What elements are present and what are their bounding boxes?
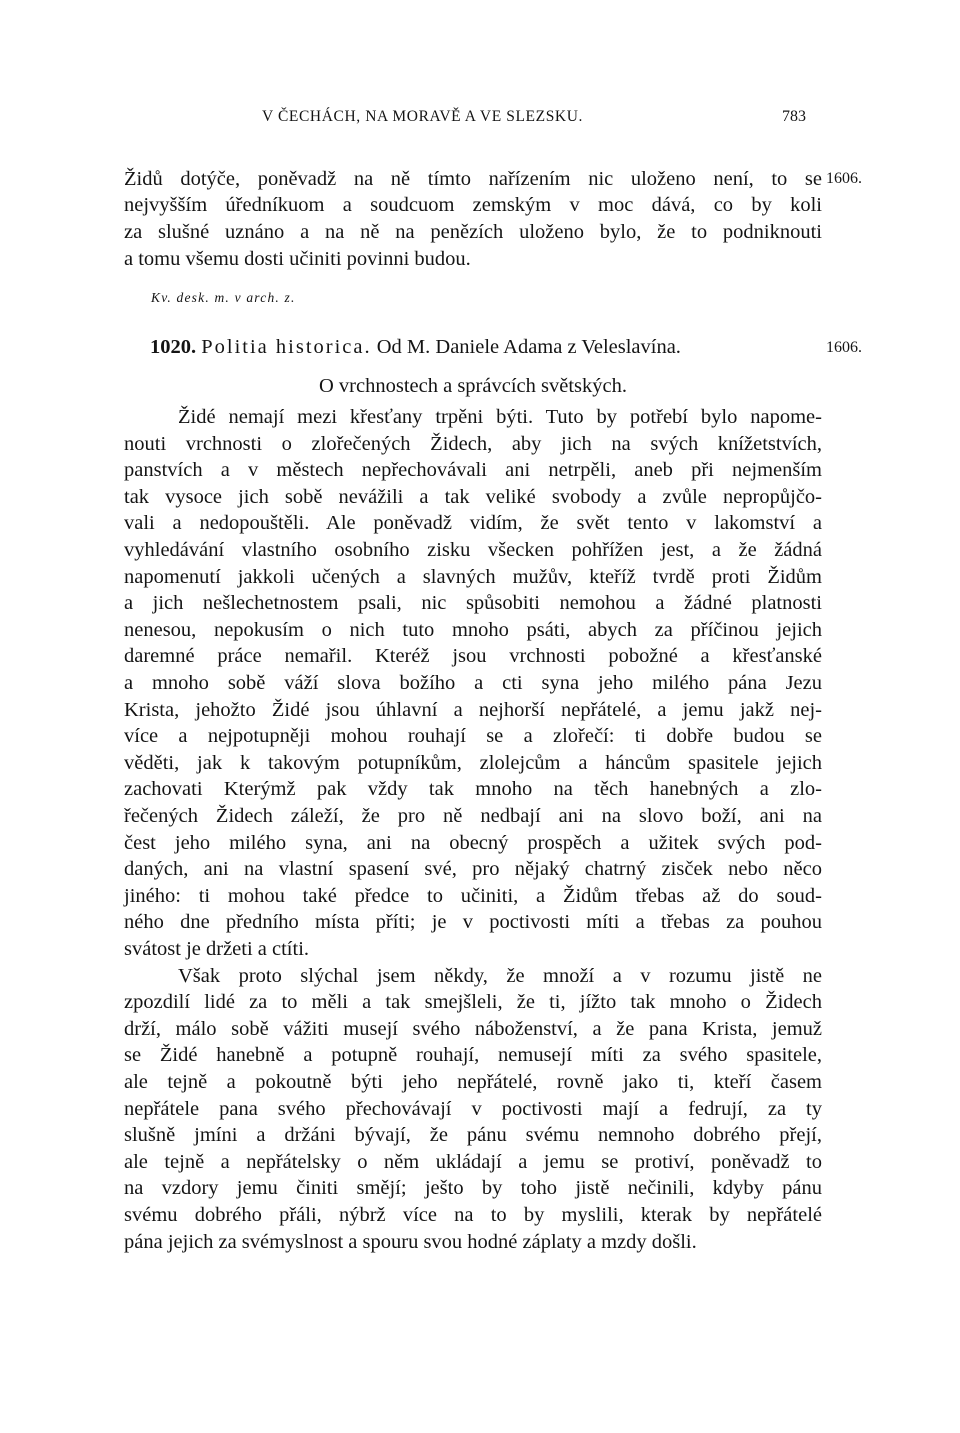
body-line: Však proto slýchal jsem někdy, že množí a v rozumu jistě ne <box>178 965 822 987</box>
document-heading <box>150 334 820 360</box>
body-line: ného dne předního místa příti; je v poctivosti míti a třebas za pouhou <box>124 911 822 933</box>
body-line: se Židé hanebně a potupně rouhají, nemusejí míti za svého spasitele, <box>124 1044 822 1066</box>
body-line: panstvích a v městech nepřechovávali ani netrpěli, aneb při nejmenším <box>124 459 822 481</box>
body-line: jiného: ti mohou také předce to učiniti, a Židům třebas až do soud- <box>124 885 822 907</box>
body-line: zpozdilí lidé za to měli a tak smejšleli, že ti, jížto tak mnoho o Židech <box>124 991 822 1013</box>
body-line: ale tejně a nepřátelsky o něm ukládají a jemu se protiví, poněvadž to <box>124 1151 822 1173</box>
body-line: vyhledávání vlastního osobního zisku všecken pohřížen jest, a že žádná <box>124 539 822 561</box>
margin-year: 1606. <box>826 170 862 187</box>
body-line: ale tejně a pokoutně býti jeho nepřátelé, rovně jako ti, kteří časem <box>124 1071 822 1093</box>
body-line: daných, ani na vlastní spasení své, pro nějaký chatrný zisček nebo něco <box>124 858 822 880</box>
body-line: tak vysoce jich sobě nevážili a tak veliké svobody a zvůle nepropůjčo- <box>124 486 822 508</box>
page-number: 783 <box>782 108 806 125</box>
body-line: a jich nešlechetnostem psali, nic spůsobiti nemohou a žádné platnosti <box>124 592 822 614</box>
body-line: Krista, jehožto Židé jsou úhlavní a nejhorší nepřátelé, a jemu jakž nej- <box>124 699 822 721</box>
body-line: na vzdory jemu činiti smějí; ješto by toho jistě nečinili, kdyby pánu <box>124 1177 822 1199</box>
margin-year: 1606. <box>826 339 862 356</box>
body-line: daremné práce nemařil. Kteréž jsou vrchnosti pobožné a křesťanské <box>124 645 822 667</box>
body-line: čest jeho milého syna, ani na obecný prospěch a užitek svých pod- <box>124 832 822 854</box>
body-line: nenesou, nepokusím o nich tuto mnoho psáti, abych za příčinou jejich <box>124 619 822 641</box>
document-author: Od M. Daniele Adama z Veleslavína. <box>376 336 681 358</box>
body-line: vali a nedopouštěli. Ale poněvadž vidím, že svět tento v lakomství a <box>124 512 822 534</box>
document-title: Politia historica. <box>201 336 372 358</box>
text-line: a tomu všemu dosti učiniti povinni budou. <box>124 248 471 270</box>
text-line: nejvyšším úředníkuom a soudcuom zemským v moc dává, co by koli <box>124 194 822 216</box>
body-line: Židé nemají mezi křesťany trpěni býti. Tuto by potřebí bylo napome- <box>178 406 822 428</box>
document-subtitle: O vrchnostech a správcích světských. <box>319 375 627 397</box>
body-line: nepřátele pana svého přechovávají v poctivosti mají a fedrují, za ty <box>124 1098 822 1120</box>
body-line: více a nejpotupněji mohou rouhají se a zlořečí: ti dobře budou se <box>124 725 822 747</box>
running-header: V ČECHÁCH, NA MORAVĚ A VE SLEZSKU. <box>262 108 583 125</box>
body-line: a mnoho sobě váží slova božího a cti syna jeho milého pána Jezu <box>124 672 822 694</box>
text-line: Židů dotýče, poněvadž na ně tímto nařízením nic uloženo není, to se <box>124 168 822 190</box>
body-line: napomenutí jakkoli učených a slavných mužův, kteříž tvrdě proti Židům <box>124 566 822 588</box>
body-line: svátost je držeti a ctíti. <box>124 938 310 960</box>
body-line: věděti, jak k takovým potupníkům, zlolejcům a háncům spasitele jejich <box>124 752 822 774</box>
body-line: drží, málo sobě vážiti musejí svého náboženství, a že pana Krista, jemuž <box>124 1018 822 1040</box>
body-line: slušně jmíni a držáni bývají, že pánu svému nemnoho dobrého přejí, <box>124 1124 822 1146</box>
source-citation: Kv. desk. m. v arch. z. <box>151 290 296 305</box>
text-line: za slušné uznáno a na ně na penězích uloženo bylo, že to podniknouti <box>124 221 822 243</box>
document-number: 1020. <box>150 336 197 358</box>
body-line: zachovati Kterýmž pak vždy tak mnoho na těch hanebných a zlo- <box>124 778 822 800</box>
body-line: pána jejich za svémyslnost a spouru svou hodné záplaty a mzdy došli. <box>124 1231 697 1253</box>
body-line: řečených Židech záleží, že pro ně nedbají ani na slovo boží, ani na <box>124 805 822 827</box>
body-line: nouti vrchnosti o zlořečených Židech, aby jich na svých knížetstvích, <box>124 433 822 455</box>
body-line: svému dobrého přáli, nýbrž více na to by myslili, kterak by nepřátelé <box>124 1204 822 1226</box>
